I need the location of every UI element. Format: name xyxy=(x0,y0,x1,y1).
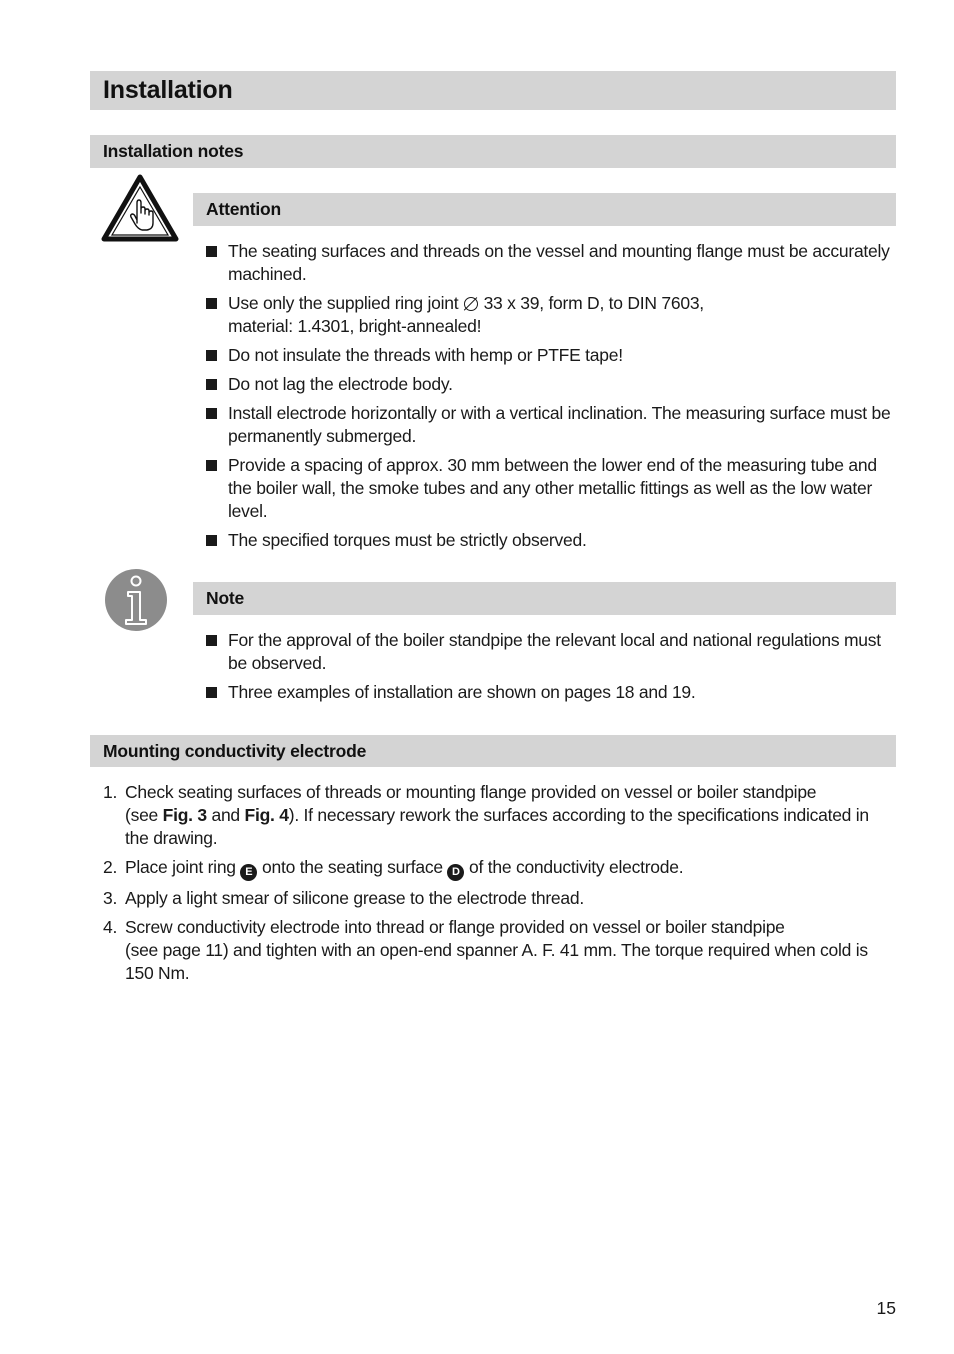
page-number: 15 xyxy=(876,1298,896,1318)
list-item: Three examples of installation are shown on pages 18 and 19. xyxy=(206,681,896,704)
list-item: Use only the supplied ring joint 33 x 39, form D, to DIN 7603, material: 1.4301, bright-annealed! xyxy=(206,292,896,338)
installation-notes-heading: Installation notes xyxy=(90,135,896,168)
step-item: 2. Place joint ring E onto the seating surface D of the conductivity electrode. xyxy=(103,856,896,881)
attention-list xyxy=(206,240,896,558)
list-item: Do not lag the electrode body. xyxy=(206,373,896,396)
list-item: The seating surfaces and threads on the vessel and mounting flange must be accurately machined. xyxy=(206,240,896,286)
step-item: 3. Apply a light smear of silicone grease to the electrode thread. xyxy=(103,888,584,908)
list-item: Install electrode horizontally or with a vertical inclination. The measuring surface must be permanently submerged. xyxy=(206,402,896,448)
fig-4-ref: Fig. 4 xyxy=(244,805,289,825)
info-icon xyxy=(104,568,168,632)
attention-heading: Attention xyxy=(193,193,896,226)
step-item: 4. Screw conductivity electrode into thread or flange provided on vessel or boiler standpipe (see page 11) and tighten with an open-end spanner A. F. 41 mm. The torque required when cold is 150 Nm. xyxy=(103,917,868,983)
diameter-symbol-icon xyxy=(464,297,478,311)
list-item: Do not insulate the threads with hemp or PTFE tape! xyxy=(206,344,896,367)
note-heading: Note xyxy=(193,582,896,615)
step-item: 1. Check seating surfaces of threads or mounting flange provided on vessel or boiler standpipe (see Fig. 3 and Fig. 4). If necessary rework the surfaces according to the specifications indicated in the drawing. xyxy=(103,782,869,848)
fig-3-ref: Fig. 3 xyxy=(162,805,207,825)
mounting-heading: Mounting conductivity electrode xyxy=(90,735,896,767)
list-item: Provide a spacing of approx. 30 mm between the lower end of the measuring tube and the boiler wall, the smoke tubes and any other metallic fittings as well as the low water level. xyxy=(206,454,896,523)
mounting-steps xyxy=(103,781,896,991)
list-item: For the approval of the boiler standpipe the relevant local and national regulations must be observed. xyxy=(206,629,896,675)
label-e-badge: E xyxy=(240,864,257,881)
list-item: The specified torques must be strictly observed. xyxy=(206,529,896,552)
warning-hand-icon xyxy=(100,173,180,243)
label-d-badge: D xyxy=(447,864,464,881)
page-title: Installation xyxy=(90,71,896,110)
note-list xyxy=(206,629,896,710)
